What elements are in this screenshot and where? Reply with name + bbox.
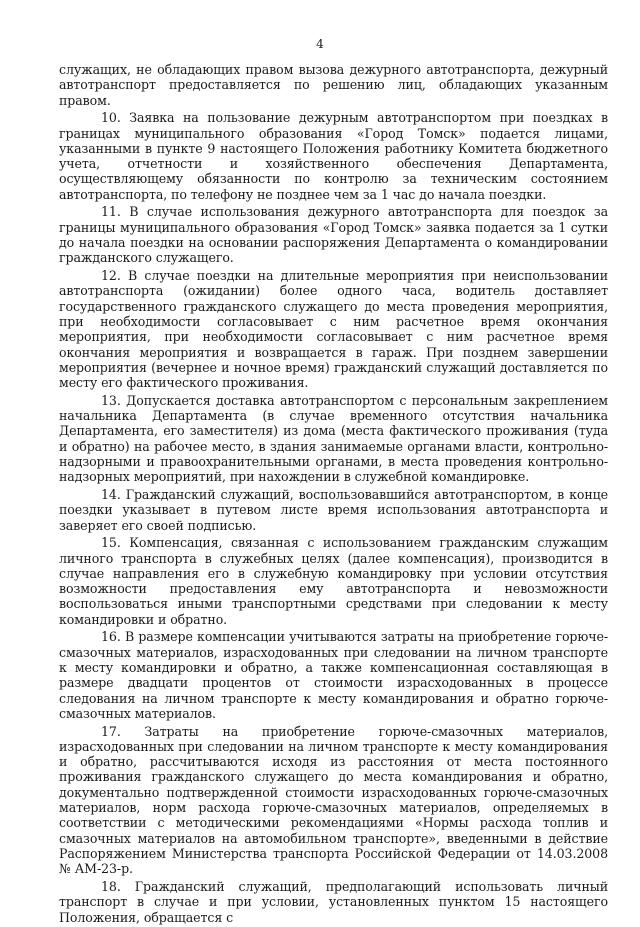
paragraph-15: 15. Компенсация, связанная с использованием гражданским служащим личного транспорта в служебных целях (далее компенсация), производится в случае направления его в служебную командировку при условии отсутствия возможности предоставления ему автотранспорта и невозможности воспользоваться иными транспортными средствами при следовании к месту командировки и обратно. [59,535,608,627]
paragraph-10: 10. Заявка на пользование дежурным автотранспортом при поездках в границах муниципального образования «Город Томск» подается лицами, указанными в пункте 9 настоящего Положения работнику Комитета бюджетного учета, отчетности и хозяйственного обеспечения Департамента, осуществляющему обязанности по контролю за техническим состоянием автотранспорта, по телефону не позднее чем за 1 час до начала поездки. [59,110,608,202]
paragraph-continued: служащих, не обладающих правом вызова дежурного автотранспорта, дежурный автотранспорт предоставляется по решению лиц, обладающих указанным правом. [59,62,608,108]
document-body [59,62,608,927]
paragraph-18: 18. Гражданский служащий, предполагающий использовать личный транспорт в случае и при условии, установленных пунктом 15 настоящего Положения, обращается с [59,878,608,925]
paragraph-13: 13. Допускается доставка автотранспортом с персональным закреплением начальника Департамента (в случае временного отсутствия начальника Департамента, его заместителя) из дома (места фактического проживания (туда и обратно) на рабочее место, в здания занимаемые органами власти, контрольно-надзорными и правоохранительными органами, в места проведения контрольно-надзорных мероприятий, при нахождении в служебной командировке. [59,392,608,485]
paragraph-16: 16. В размере компенсации учитываются затраты на приобретение горюче-смазочных материалов, израсходованных при следовании на личном транспорте к месту командировки и обратно, а также компенсационная составляющая в размере двадцати процентов от стоимости израсходованных в процессе следования на личном транспорте к месту командирования и обратно горюче-смазочных материалов. [59,629,608,721]
paragraph-12: 12. В случае поездки на длительные мероприятия при неиспользовании автотранспорта (ожидании) более одного часа, водитель доставляет государственного гражданского служащего до места проведения мероприятия, при необходимости согласовывает с ним расчетное время окончания мероприятия, при необходимости согласовывает с ним расчетное время окончания мероприятия и возвращается в гараж. При позднем завершении мероприятия (вечернее и ночное время) гражданский служащий доставляется по месту его фактического проживания. [59,268,608,391]
paragraph-11: 11. В случае использования дежурного автотранспорта для поездок за границы муниципального образования «Город Томск» заявка подается за 1 сутки до начала поездки на основании распоряжения Департамента о командировании гражданского служащего. [59,204,608,266]
paragraph-17: 17. Затраты на приобретение горюче-смазочных материалов, израсходованных при следовании на личном транспорте к месту командирования и обратно, рассчитываются исходя из расстояния от места постоянного проживания гражданского служащего до места командирования и обратно, документально подтвержденной стоимости израсходованных горюче-смазочных материалов, норм расхода горюче-смазочных материалов, определяемых в соответствии с методическими рекомендациями «Нормы расхода топлив и смазочных материалов на автомобильном транспорте», введенными в действие Распоряжением Министерства транспорта Российской Федерации от 14.03.2008 № АМ-23-р. [59,723,608,877]
paragraph-14: 14. Гражданский служащий, воспользовавшийся автотранспортом, в конце поездки указывает в путевом листе время использования автотранспорта и заверяет его своей подписью. [59,486,608,533]
page-number: 4 [316,37,324,51]
